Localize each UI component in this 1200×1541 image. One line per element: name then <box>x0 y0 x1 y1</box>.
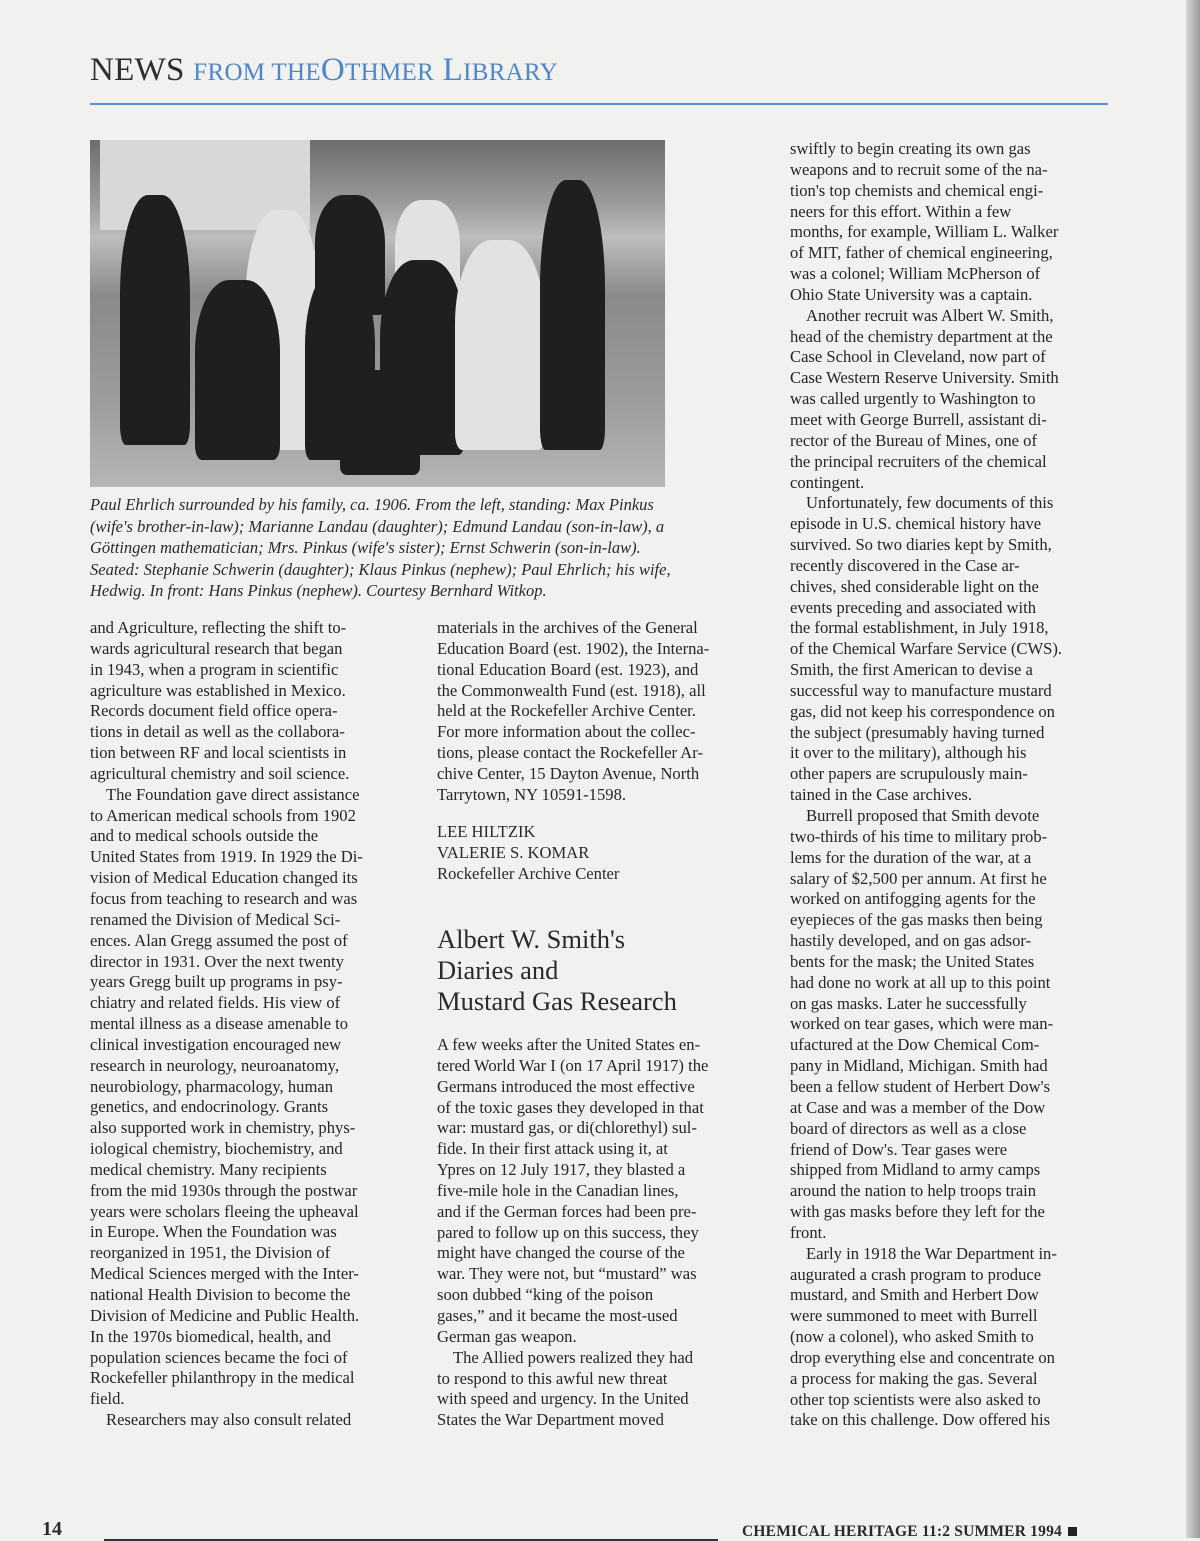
text-line: mustard, and Smith and Herbert Dow <box>790 1285 1039 1305</box>
article-title-line: Mustard Gas Research <box>437 986 677 1016</box>
text-line: in 1943, when a program in scientific <box>90 659 339 679</box>
text-line: chive Center, 15 Dayton Avenue, North <box>437 763 700 783</box>
text-line: The Allied powers realized they had <box>453 1347 694 1367</box>
text-line: the Commonwealth Fund (est. 1918), all <box>437 680 706 700</box>
text-line: friend of Dow's. Tear gases were <box>790 1139 1008 1159</box>
text-line: soon dubbed “king of the poison <box>437 1285 654 1305</box>
text-line: Medical Sciences merged with the Inter- <box>90 1264 359 1284</box>
header-news: NEWS <box>90 52 185 88</box>
text-line: pany in Midland, Michigan. Smith had <box>790 1056 1048 1076</box>
text-line: lems for the duration of the war, at a <box>790 847 1032 867</box>
text-line: of the toxic gases they developed in that <box>437 1097 704 1117</box>
text-line: Smith, the first American to devise a <box>790 660 1033 680</box>
text-line: Case School in Cleveland, now part of <box>790 347 1046 367</box>
text-line: Rockefeller philanthropy in the medical <box>90 1368 355 1388</box>
photo-figure <box>120 195 190 445</box>
text-line: worked on antifogging agents for the <box>790 889 1036 909</box>
text-line: reorganized in 1951, the Division of <box>90 1243 331 1263</box>
text-line: augurated a crash program to produce <box>790 1264 1042 1284</box>
text-line: was a colonel; William McPherson of <box>790 264 1041 284</box>
text-line: pared to follow up on this success, they <box>437 1222 699 1242</box>
text-line: In the 1970s biomedical, health, and <box>90 1326 332 1346</box>
text-line: a process for making the gas. Several <box>790 1368 1038 1388</box>
text-line: war. They were not, but “mustard” was <box>437 1264 697 1284</box>
text-line: tered World War I (on 17 April 1917) the <box>437 1055 709 1075</box>
author-affiliation: Rockefeller Archive Center <box>437 863 620 883</box>
text-line: director in 1931. Over the next twenty <box>90 951 344 971</box>
text-line: genetics, and endocrinology. Grants <box>90 1097 329 1117</box>
photo-figure <box>340 370 420 475</box>
text-line: gas, did not keep his correspondence on <box>790 701 1055 721</box>
text-line: mental illness as a disease amenable to <box>90 1014 349 1034</box>
header-from-the: FROM THE <box>193 59 321 86</box>
text-line: United States from 1919. In 1929 the Di- <box>90 847 363 867</box>
text-line: had done no work at all up to this point <box>790 972 1051 992</box>
text-line: Tarrytown, NY 10591-1598. <box>437 784 627 804</box>
text-line: Germans introduced the most effective <box>437 1076 695 1096</box>
text-line: on gas masks. Later he successfully <box>790 993 1027 1013</box>
text-line: national Health Division to become the <box>90 1285 351 1304</box>
text-line: drop everything else and concentrate on <box>790 1347 1055 1367</box>
text-line: contingent. <box>790 472 865 492</box>
text-line: gases,” and it became the most-used <box>437 1305 678 1325</box>
header-o: O <box>320 52 346 88</box>
header-rule <box>90 103 1108 105</box>
text-line: five-mile hole in the Canadian lines, <box>437 1180 679 1200</box>
text-line: the formal establishment, in July 1918, <box>790 618 1049 638</box>
text-line: ences. Alan Gregg assumed the post of <box>90 930 348 950</box>
text-line: worked on tear gases, which were man- <box>790 1014 1054 1034</box>
text-line: the principal recruiters of the chemical <box>790 451 1047 471</box>
text-line: board of directors as well as a close <box>790 1118 1027 1138</box>
text-line: tions in detail as well as the collabora- <box>90 722 345 742</box>
text-line: Division of Medicine and Public Health. <box>90 1305 360 1325</box>
text-line: iological chemistry, biochemistry, and <box>90 1139 343 1159</box>
text-line: front. <box>790 1222 827 1242</box>
text-line: two-thirds of his time to military prob- <box>790 826 1048 846</box>
article-title <box>437 924 677 1017</box>
text-line: neurobiology, pharmacology, human <box>90 1076 334 1096</box>
photo-figure <box>195 280 280 460</box>
text-line: of MIT, father of chemical engineering, <box>790 243 1053 263</box>
text-line: chives, shed considerable light on the <box>790 576 1039 596</box>
text-line: it over to the military), although his <box>790 743 1027 763</box>
text-line: other papers are scrupulously main- <box>790 764 1028 784</box>
text-line: Burrell proposed that Smith devote <box>806 806 1040 825</box>
text-line: meet with George Burrell, assistant di- <box>790 409 1047 429</box>
text-line: tained in the Case archives. <box>790 785 973 805</box>
publication-footer <box>742 1523 1077 1541</box>
text-line: Another recruit was Albert W. Smith, <box>806 305 1054 325</box>
text-line: to respond to this awful new threat <box>437 1368 668 1388</box>
text-line: recently discovered in the Case ar- <box>790 555 1020 575</box>
text-line: research in neurology, neuroanatomy, <box>90 1055 339 1075</box>
text-line: hastily developed, and on gas adsor- <box>790 931 1032 951</box>
text-line: rector of the Bureau of Mines, one of <box>790 430 1037 450</box>
text-line: tion's top chemists and chemical engi- <box>790 180 1044 200</box>
text-line: Unfortunately, few documents of this <box>806 493 1054 513</box>
text-line: to American medical schools from 1902 <box>90 805 356 825</box>
page-edge <box>1186 0 1200 1538</box>
text-line: events preceding and associated with <box>790 597 1037 617</box>
text-line: ufactured at the Dow Chemical Com- <box>790 1035 1040 1055</box>
text-line: survived. So two diaries kept by Smith, <box>790 535 1052 555</box>
text-line: were summoned to meet with Burrell <box>790 1306 1038 1326</box>
page-number: 14 <box>42 1518 62 1540</box>
column-2-article <box>437 1035 708 1431</box>
text-line: (now a colonel), who asked Smith to <box>790 1327 1034 1347</box>
text-line: Researchers may also consult related <box>106 1410 352 1430</box>
text-line: Case Western Reserve University. Smith <box>790 368 1059 388</box>
text-line: around the nation to help troops train <box>790 1181 1037 1201</box>
text-line: States the War Department moved <box>437 1410 664 1430</box>
text-line: salary of $2,500 per annum. At first he <box>790 868 1047 888</box>
text-line: agriculture was established in Mexico. <box>90 680 346 700</box>
photo-caption: Paul Ehrlich surrounded by his family, ca. 1906. From the left, standing: Max Pinkus (wife's brother-in-law); Marianne Landau (daughter); Edmund Landau (son-in-law), a Göttingen mathematician; Mrs. Pinkus (wife's sister); Ernst Schwerin (son-in-law). Seated: Stephanie Schwerin (daughter); Klaus Pinkus (nephew); Paul Ehrlich; his wife, Hedwig. In front: Hans Pinkus (nephew). Courtesy Bernhard Witkop. <box>90 495 671 601</box>
publication-name: CHEMICAL HERITAGE 11:2 SUMMER 1994 <box>742 1523 1062 1540</box>
text-line: swiftly to begin creating its own gas <box>790 139 1031 158</box>
text-line: population sciences became the foci of <box>90 1347 348 1367</box>
family-photograph <box>90 140 665 487</box>
text-line: at Case and was a member of the Dow <box>790 1097 1046 1117</box>
text-line: fide. In their first attack using it, at <box>437 1139 668 1159</box>
text-line: war: mustard gas, or di(chlorethyl) sul- <box>437 1118 697 1138</box>
text-line: medical chemistry. Many recipients <box>90 1159 327 1179</box>
text-line: and to medical schools outside the <box>90 826 319 846</box>
text-line: A few weeks after the United States en- <box>437 1035 701 1054</box>
text-line: take on this challenge. Dow offered his <box>790 1410 1051 1430</box>
text-line: years were scholars fleeing the upheaval <box>90 1201 359 1221</box>
text-line: head of the chemistry department at the <box>790 326 1053 346</box>
column-2-continuation <box>437 618 709 806</box>
text-line: The Foundation gave direct assistance <box>106 784 360 804</box>
signature <box>437 822 619 885</box>
text-line: successful way to manufacture mustard <box>790 680 1052 700</box>
header-ibrary: IBRARY <box>463 59 558 86</box>
text-line: Education Board (est. 1902), the Interna- <box>437 638 710 658</box>
section-header <box>90 52 558 89</box>
text-line: and Agriculture, reflecting the shift to- <box>90 618 347 637</box>
text-line: Ypres on 12 July 1917, they blasted a <box>437 1160 686 1180</box>
text-line: years Gregg built up programs in psy- <box>90 972 343 992</box>
text-line: with speed and urgency. In the United <box>437 1389 689 1409</box>
text-line: wards agricultural research that began <box>90 638 343 658</box>
text-line: was called urgently to Washington to <box>790 389 1036 409</box>
text-line: episode in U.S. chemical history have <box>790 514 1042 534</box>
article-title-line: Albert W. Smith's <box>437 924 626 954</box>
text-line: other top scientists were also asked to <box>790 1389 1041 1409</box>
header-l: L <box>442 52 464 88</box>
text-line: months, for example, William L. Walker <box>790 222 1059 242</box>
header-thmer: THMER <box>345 59 435 86</box>
photo-figure <box>455 240 545 450</box>
text-line: focus from teaching to research and was <box>90 888 358 908</box>
author-name: LEE HILTZIK <box>437 822 536 841</box>
text-line: and if the German forces had been pre- <box>437 1201 697 1221</box>
text-line: Ohio State University was a captain. <box>790 284 1033 304</box>
text-line: Early in 1918 the War Department in- <box>806 1243 1057 1263</box>
text-line: tional Education Board (est. 1923), and <box>437 659 699 679</box>
text-line: German gas weapon. <box>437 1326 577 1346</box>
text-line: materials in the archives of the General <box>437 618 698 637</box>
text-line: held at the Rockefeller Archive Center. <box>437 701 696 721</box>
column-3 <box>790 139 1062 1431</box>
text-line: shipped from Midland to army camps <box>790 1160 1041 1180</box>
text-line: might have changed the course of the <box>437 1243 685 1263</box>
text-line: the subject (presumably having turned <box>790 722 1045 742</box>
text-line: also supported work in chemistry, phys- <box>90 1118 356 1138</box>
text-line: eyepieces of the gas masks then being <box>790 910 1043 930</box>
square-bullet-icon <box>1068 1527 1077 1536</box>
author-name: VALERIE S. KOMAR <box>437 842 590 862</box>
text-line: Records document field office opera- <box>90 701 338 721</box>
text-line: bents for the mask; the United States <box>790 951 1035 971</box>
text-line: weapons and to recruit some of the na- <box>790 159 1048 179</box>
article-title-line: Diaries and <box>437 955 559 985</box>
text-line: with gas masks before they left for the <box>790 1202 1045 1222</box>
text-line: of the Chemical Warfare Service (CWS). <box>790 639 1063 659</box>
text-line: vision of Medical Education changed its <box>90 868 358 888</box>
photo-figure <box>540 180 605 450</box>
text-line: tions, please contact the Rockefeller Ar- <box>437 743 703 763</box>
text-line: field. <box>90 1389 125 1409</box>
text-line: neers for this effort. Within a few <box>790 201 1012 221</box>
text-line: tion between RF and local scientists in <box>90 743 347 763</box>
text-line: For more information about the collec- <box>437 722 696 742</box>
text-line: renamed the Division of Medical Sci- <box>90 909 341 929</box>
text-line: agricultural chemistry and soil science. <box>90 763 350 783</box>
text-line: chiatry and related fields. His view of <box>90 993 341 1013</box>
text-line: in Europe. When the Foundation was <box>90 1222 337 1242</box>
text-line: from the mid 1930s through the postwar <box>90 1180 358 1200</box>
text-line: been a fellow student of Herbert Dow's <box>790 1076 1051 1096</box>
text-line: clinical investigation encouraged new <box>90 1034 342 1054</box>
column-1 <box>90 618 363 1431</box>
